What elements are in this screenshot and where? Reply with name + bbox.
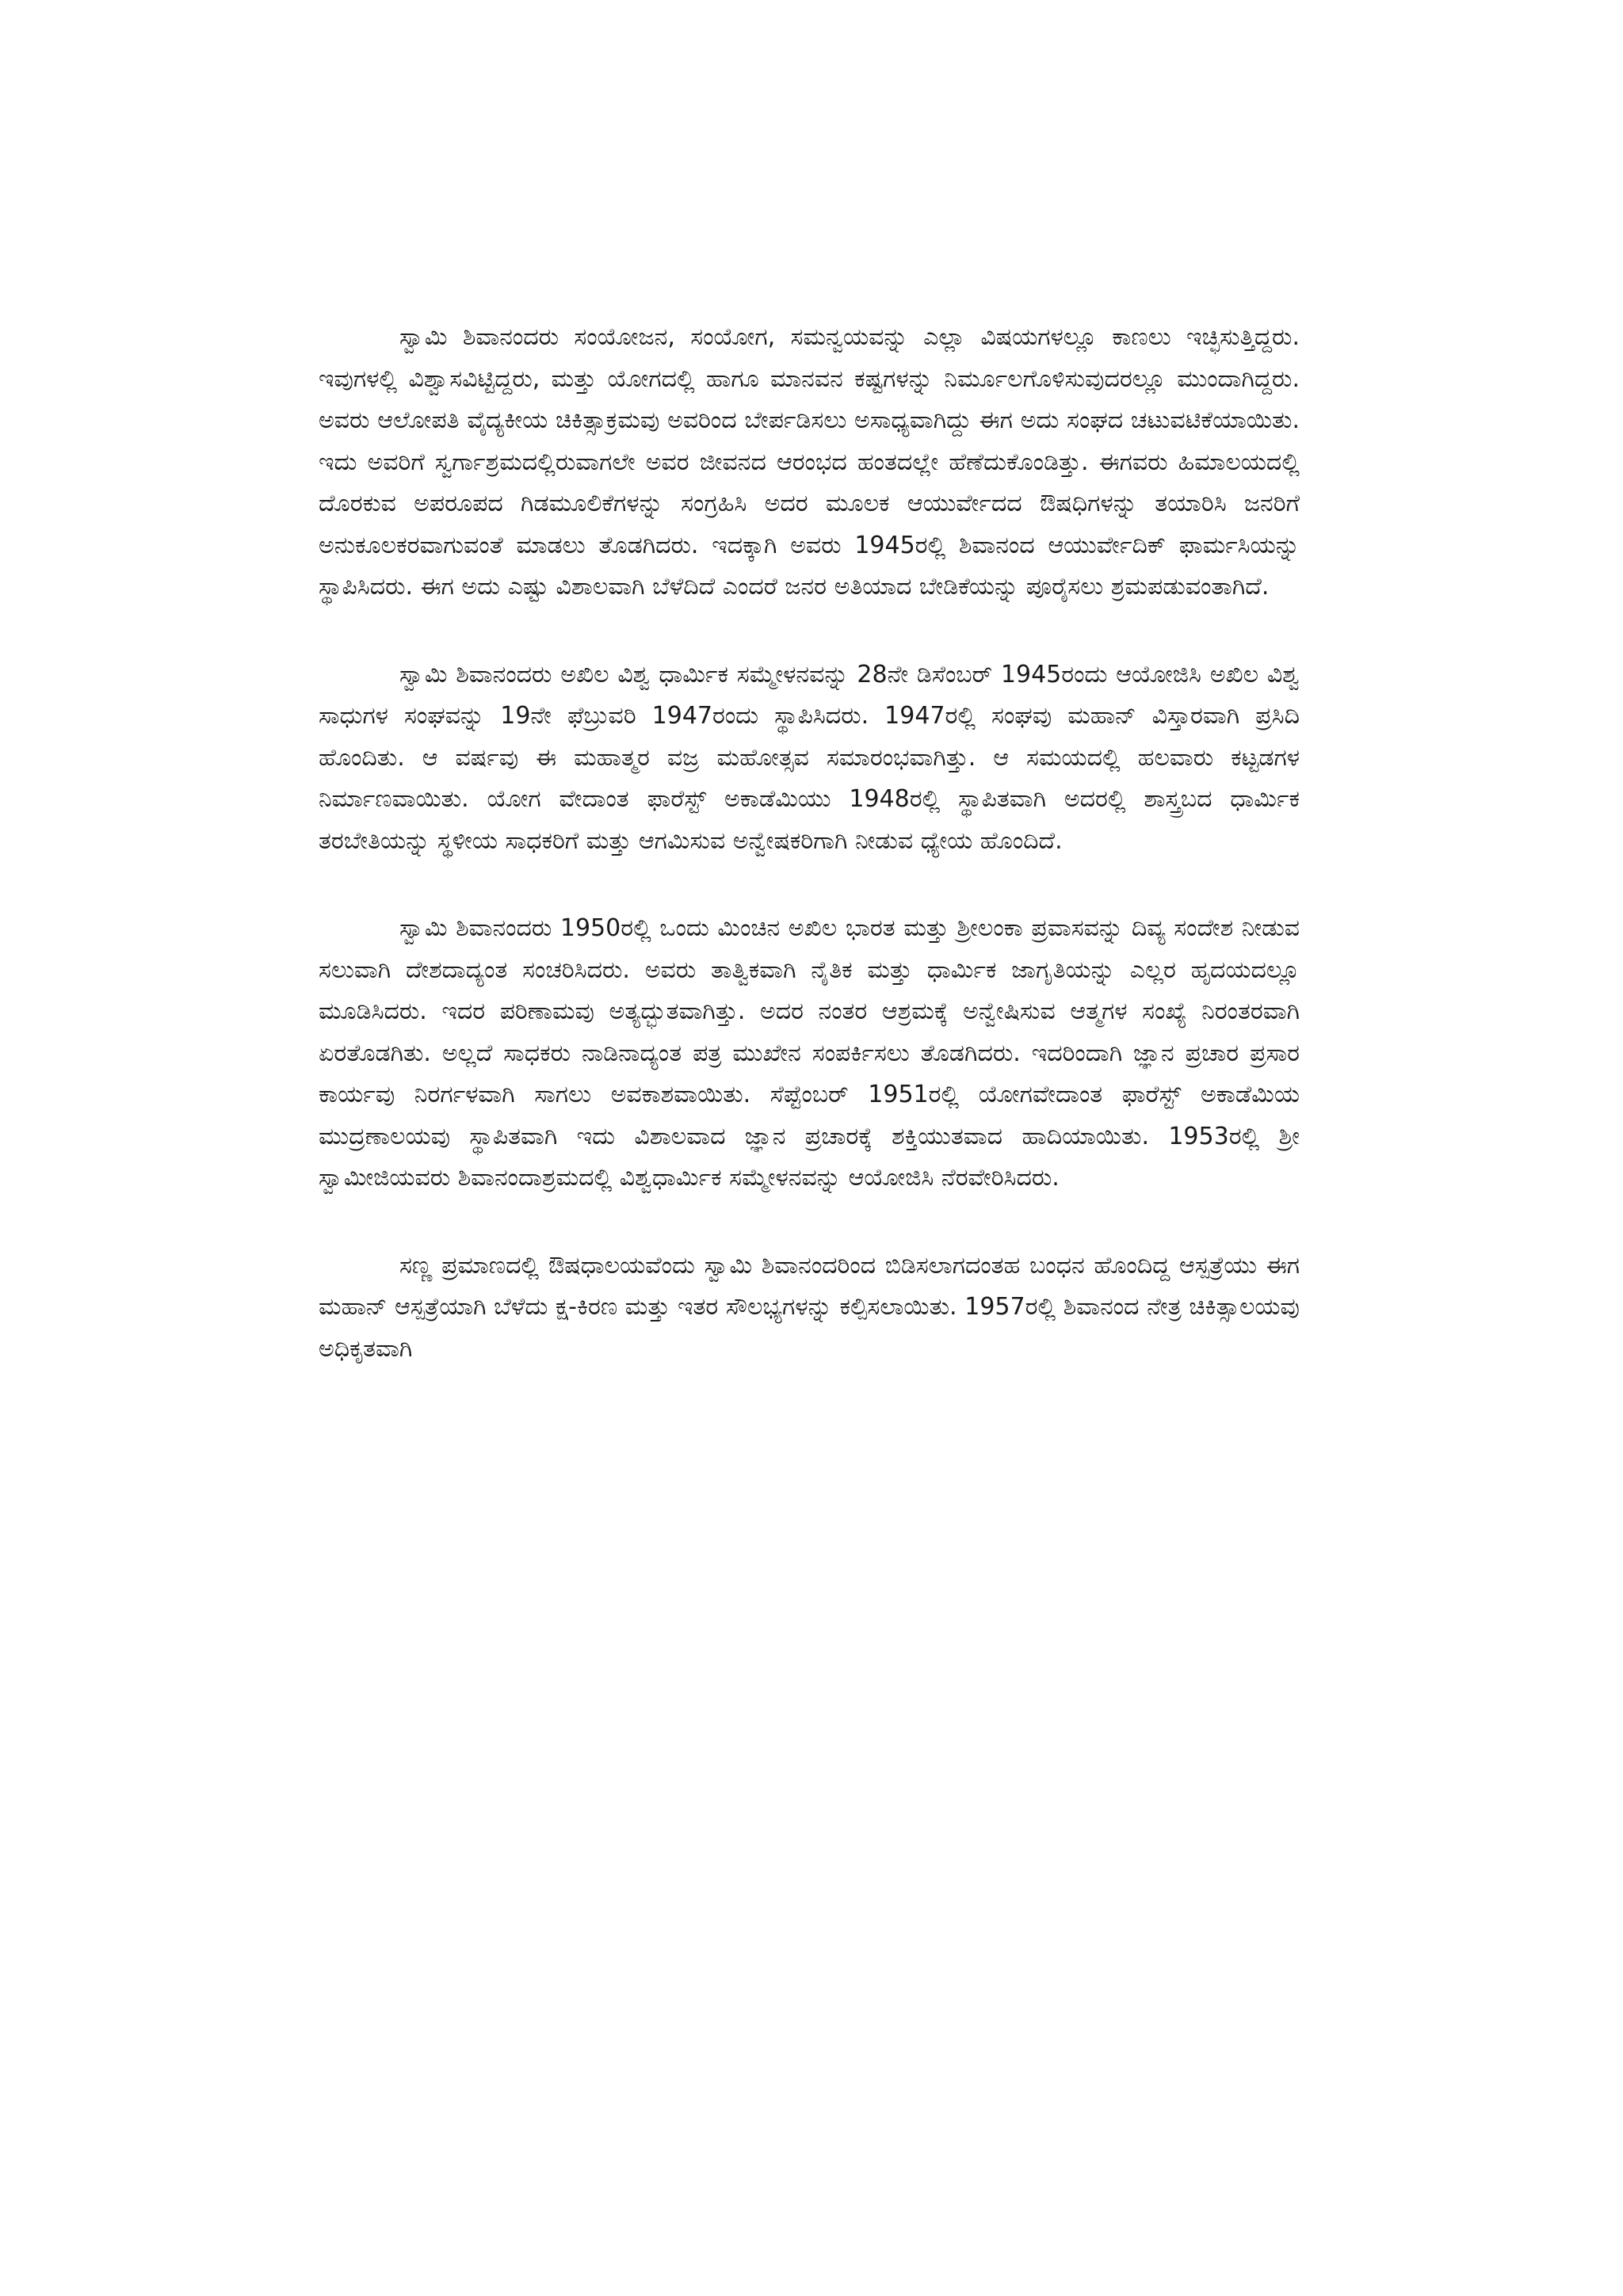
paragraph-2: ಸ್ವಾಮಿ ಶಿವಾನಂದರು ಅಖಿಲ ವಿಶ್ವ ಧಾರ್ಮಿಕ ಸಮ್ಮೇಳನವನ್ನು 28ನೇ ಡಿಸೆಂಬರ್ 1945ರಂದು ಆಯೋಜಿಸಿ ಅಖಿಲ ವಿಶ್ವ ಸಾಧುಗಳ ಸಂಘವನ್ನು 19ನೇ ಫೆಬ್ರುವರಿ 1947ರಂದು ಸ್ಥಾಪಿಸಿದರು. 1947ರಲ್ಲಿ ಸಂಘವು ಮಹಾನ್ ವಿಸ್ತಾರವಾಗಿ ಪ್ರಸಿದಿ ಹೊಂದಿತು. ಆ ವರ್ಷವು ಈ ಮಹಾತ್ಮರ ವಜ್ರ ಮಹೋತ್ಸವ ಸಮಾರಂಭವಾಗಿತ್ತು. ಆ ಸಮಯದಲ್ಲಿ ಹಲವಾರು ಕಟ್ಟಡಗಳ ನಿರ್ಮಾಣವಾಯಿತು. ಯೋಗ ವೇದಾಂತ ಫಾರೆಸ್ಟ್ ಅಕಾಡೆಮಿಯು 1948ರಲ್ಲಿ ಸ್ಥಾಪಿತವಾಗಿ ಅದರಲ್ಲಿ ಶಾಸ್ತ್ರಬದ ಧಾರ್ಮಿಕ ತರಬೇತಿಯನ್ನು ಸ್ಥಳೀಯ ಸಾಧಕರಿಗೆ ಮತ್ತು ಆಗಮಿಸುವ ಅನ್ವೇಷಕರಿಗಾಗಿ ನೀಡುವ ಧ್ಯೇಯ ಹೊಂದಿದೆ. xyxy=(319,660,1300,855)
paragraph-3: ಸ್ವಾಮಿ ಶಿವಾನಂದರು 1950ರಲ್ಲಿ ಒಂದು ಮಿಂಚಿನ ಅಖಿಲ ಭಾರತ ಮತ್ತು ಶ್ರೀಲಂಕಾ ಪ್ರವಾಸವನ್ನು ದಿವ್ಯ ಸಂದೇಶ ನೀಡುವ ಸಲುವಾಗಿ ದೇಶದಾದ್ಯಂತ ಸಂಚರಿಸಿದರು. ಅವರು ತಾತ್ವಿಕವಾಗಿ ನೈತಿಕ ಮತ್ತು ಧಾರ್ಮಿಕ ಜಾಗೃತಿಯನ್ನು ಎಲ್ಲರ ಹೃದಯದಲ್ಲೂ ಮೂಡಿಸಿದರು. ಇದರ ಪರಿಣಾಮವು ಅತ್ಯದ್ಭುತವಾಗಿತ್ತು. ಅದರ ನಂತರ ಆಶ್ರಮಕ್ಕೆ ಅನ್ವೇಷಿಸುವ ಆತ್ಮಗಳ ಸಂಖ್ಯೆ ನಿರಂತರವಾಗಿ ಏರತೊಡಗಿತು. ಅಲ್ಲದೆ ಸಾಧಕರು ನಾಡಿನಾದ್ಯಂತ ಪತ್ರ ಮುಖೇನ ಸಂಪರ್ಕಿಸಲು ತೊಡಗಿದರು. ಇದರಿಂದಾಗಿ ಜ್ಞಾನ ಪ್ರಚಾರ ಪ್ರಸಾರ ಕಾರ್ಯವು ನಿರರ್ಗಳವಾಗಿ ಸಾಗಲು ಅವಕಾಶವಾಯಿತು. ಸೆಪ್ಟೆಂಬರ್ 1951ರಲ್ಲಿ ಯೋಗವೇದಾಂತ ಫಾರೆಸ್ಟ್ ಅಕಾಡೆಮಿಯ ಮುದ್ರಣಾಲಯವು ಸ್ಥಾಪಿತವಾಗಿ ಇದು ವಿಶಾಲವಾದ ಜ್ಞಾನ ಪ್ರಚಾರಕ್ಕೆ ಶಕ್ತಿಯುತವಾದ ಹಾದಿಯಾಯಿತು. 1953ರಲ್ಲಿ ಶ್ರೀ ಸ್ವಾಮೀಜಿಯವರು ಶಿವಾನಂದಾಶ್ರಮದಲ್ಲಿ ವಿಶ್ವಧಾರ್ಮಿಕ ಸಮ್ಮೇಳನವನ್ನು ಆಯೋಜಿಸಿ ನೆರವೇರಿಸಿದರು. xyxy=(319,914,1300,1192)
paragraph-4: ಸಣ್ಣ ಪ್ರಮಾಣದಲ್ಲಿ ಔಷಧಾಲಯವೆಂದು ಸ್ವಾಮಿ ಶಿವಾನಂದರಿಂದ ಬಿಡಿಸಲಾಗದಂತಹ ಬಂಧನ ಹೊಂದಿದ್ದ ಆಸ್ಪತ್ರೆಯು ಈಗ ಮಹಾನ್ ಆಸ್ಪತ್ರೆಯಾಗಿ ಬೆಳೆದು ಕ್ಷ-ಕಿರಣ ಮತ್ತು ಇತರ ಸೌಲಭ್ಯಗಳನ್ನು ಕಲ್ಪಿಸಲಾಯಿತು. 1957ರಲ್ಲಿ ಶಿವಾನಂದ ನೇತ್ರ ಚಿಕಿತ್ಸಾಲಯವು ಅಧಿಕೃತವಾಗಿ xyxy=(319,1251,1300,1363)
paragraph-1: ಸ್ವಾಮಿ ಶಿವಾನಂದರು ಸಂಯೋಜನ, ಸಂಯೋಗ, ಸಮನ್ವಯವನ್ನು ಎಲ್ಲಾ ವಿಷಯಗಳಲ್ಲೂ ಕಾಣಲು ಇಚ್ಛಿಸುತ್ತಿದ್ದರು. ಇವುಗಳಲ್ಲಿ ವಿಶ್ವಾಸವಿಟ್ಟಿದ್ದರು, ಮತ್ತು ಯೋಗದಲ್ಲಿ ಹಾಗೂ ಮಾನವನ ಕಷ್ಟಗಳನ್ನು ನಿರ್ಮೂಲಗೊಳಿಸುವುದರಲ್ಲೂ ಮುಂದಾಗಿದ್ದರು. ಅವರು ಆಲೋಪತಿ ವೈದ್ಯಕೀಯ ಚಿಕಿತ್ಸಾಕ್ರಮವು ಅವರಿಂದ ಬೇರ್ಪಡಿಸಲು ಅಸಾಧ್ಯವಾಗಿದ್ದು ಈಗ ಅದು ಸಂಘದ ಚಟುವಟಿಕೆಯಾಯಿತು. ಇದು ಅವರಿಗೆ ಸ್ವರ್ಗಾಶ್ರಮದಲ್ಲಿರುವಾಗಲೇ ಅವರ ಜೀವನದ ಆರಂಭದ ಹಂತದಲ್ಲೇ ಹೆಣೆದುಕೊಂಡಿತ್ತು. ಈಗವರು ಹಿಮಾಲಯದಲ್ಲಿ ದೊರಕುವ ಅಪರೂಪದ ಗಿಡಮೂಲಿಕೆಗಳನ್ನು ಸಂಗ್ರಹಿಸಿ ಅದರ ಮೂಲಕ ಆಯುರ್ವೇದದ ಔಷಧಿಗಳನ್ನು ತಯಾರಿಸಿ ಜನರಿಗೆ ಅನುಕೂಲಕರವಾಗುವಂತೆ ಮಾಡಲು ತೊಡಗಿದರು. ಇದಕ್ಕಾಗಿ ಅವರು 1945ರಲ್ಲಿ ಶಿವಾನಂದ ಆಯುರ್ವೇದಿಕ್ ಫಾರ್ಮಸಿಯನ್ನು ಸ್ಥಾಪಿಸಿದರು. ಈಗ ಅದು ಎಷ್ಟು ವಿಶಾಲವಾಗಿ ಬೆಳೆದಿದೆ ಎಂದರೆ ಜನರ ಅತಿಯಾದ ಬೇಡಿಕೆಯನ್ನು ಪೂರೈಸಲು ಶ್ರಮಪಡುವಂತಾಗಿದೆ. xyxy=(319,323,1300,601)
body-text xyxy=(319,317,1300,1370)
